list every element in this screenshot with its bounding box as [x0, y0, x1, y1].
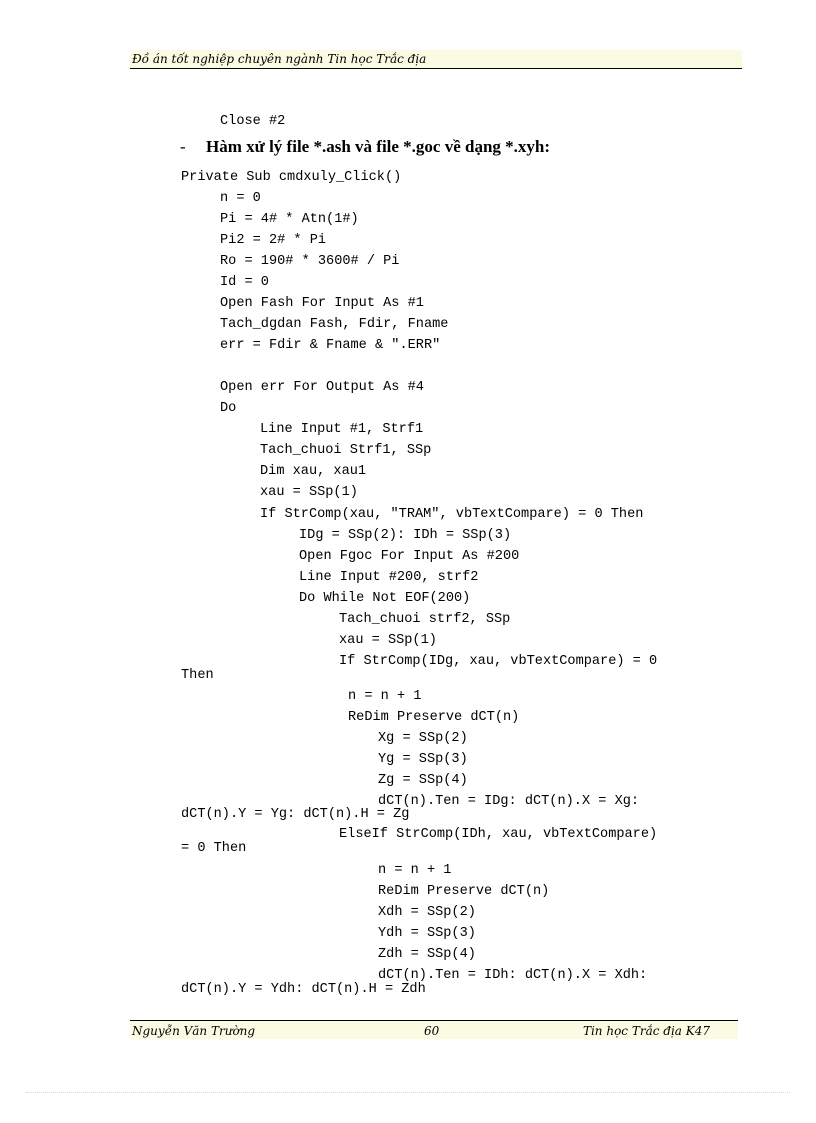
- code-line: Xg = SSp(2): [378, 731, 468, 746]
- code-line: Open Fgoc For Input As #200: [299, 549, 520, 564]
- code-line: Do While Not EOF(200): [299, 591, 471, 606]
- code-line: dCT(n).Ten = IDg: dCT(n).X = Xg:: [378, 794, 640, 809]
- code-line: xau = SSp(1): [339, 633, 437, 648]
- code-line: Pi = 4# * Atn(1#): [220, 212, 359, 227]
- section-heading: [180, 137, 550, 157]
- code-line: IDg = SSp(2): IDh = SSp(3): [299, 528, 512, 543]
- code-line: Id = 0: [220, 275, 269, 290]
- code-line: Dim xau, xau1: [260, 464, 367, 479]
- code-line: Tach_dgdan Fash, Fdir, Fname: [220, 317, 449, 332]
- code-line: Open err For Output As #4: [220, 380, 424, 395]
- code-line: dCT(n).Y = Yg: dCT(n).H = Zg: [181, 807, 410, 822]
- code-line: Open Fash For Input As #1: [220, 296, 424, 311]
- code-line: Xdh = SSp(2): [378, 905, 476, 920]
- code-line: err = Fdir & Fname & ".ERR": [220, 338, 441, 353]
- page-edge-divider: [26, 1092, 790, 1093]
- code-line: Line Input #1, Strf1: [260, 422, 424, 437]
- code-line: ReDim Preserve dCT(n): [348, 710, 520, 725]
- code-line: = 0 Then: [181, 841, 247, 856]
- footer-course: Tin học Trắc địa K47: [582, 1024, 710, 1038]
- code-line: n = n + 1: [348, 689, 422, 704]
- header-title: Đồ án tốt nghiệp chuyên ngành Tin học Trắc địa: [132, 52, 427, 66]
- code-line: Ydh = SSp(3): [378, 926, 476, 941]
- code-line: If StrComp(xau, "TRAM", vbTextCompare) = 0 Then: [260, 507, 644, 522]
- code-line: ReDim Preserve dCT(n): [378, 884, 550, 899]
- page-header: [130, 50, 742, 69]
- code-line: Private Sub cmdxuly_Click(): [181, 170, 402, 185]
- code-line: Zg = SSp(4): [378, 773, 468, 788]
- code-line: n = n + 1: [378, 863, 452, 878]
- code-line: Line Input #200, strf2: [299, 570, 479, 585]
- code-line: Ro = 190# * 3600# / Pi: [220, 254, 400, 269]
- code-line: Do: [220, 401, 237, 416]
- code-line: Yg = SSp(3): [378, 752, 468, 767]
- section-heading-text: Hàm xử lý file *.ash và file *.goc về dạng *.xyh:: [206, 137, 551, 156]
- code-line: Pi2 = 2# * Pi: [220, 233, 327, 248]
- footer-author: Nguyễn Văn Trường: [132, 1024, 256, 1038]
- code-line: ElseIf StrComp(IDh, xau, vbTextCompare): [339, 827, 658, 842]
- code-line: dCT(n).Y = Ydh: dCT(n).H = Zdh: [181, 982, 426, 997]
- code-line: Zdh = SSp(4): [378, 947, 476, 962]
- code-line: Tach_chuoi strf2, SSp: [339, 612, 511, 627]
- code-line: If StrComp(IDg, xau, vbTextCompare) = 0: [339, 654, 658, 669]
- code-line: n = 0: [220, 191, 261, 206]
- code-line: Close #2: [220, 114, 286, 129]
- code-line: Then: [181, 668, 214, 683]
- page-number: 60: [424, 1024, 440, 1038]
- page-footer: [130, 1020, 738, 1039]
- code-line: dCT(n).Ten = IDh: dCT(n).X = Xdh:: [378, 968, 648, 983]
- code-line: Tach_chuoi Strf1, SSp: [260, 443, 432, 458]
- code-line: xau = SSp(1): [260, 485, 358, 500]
- bullet-dash: -: [180, 137, 186, 156]
